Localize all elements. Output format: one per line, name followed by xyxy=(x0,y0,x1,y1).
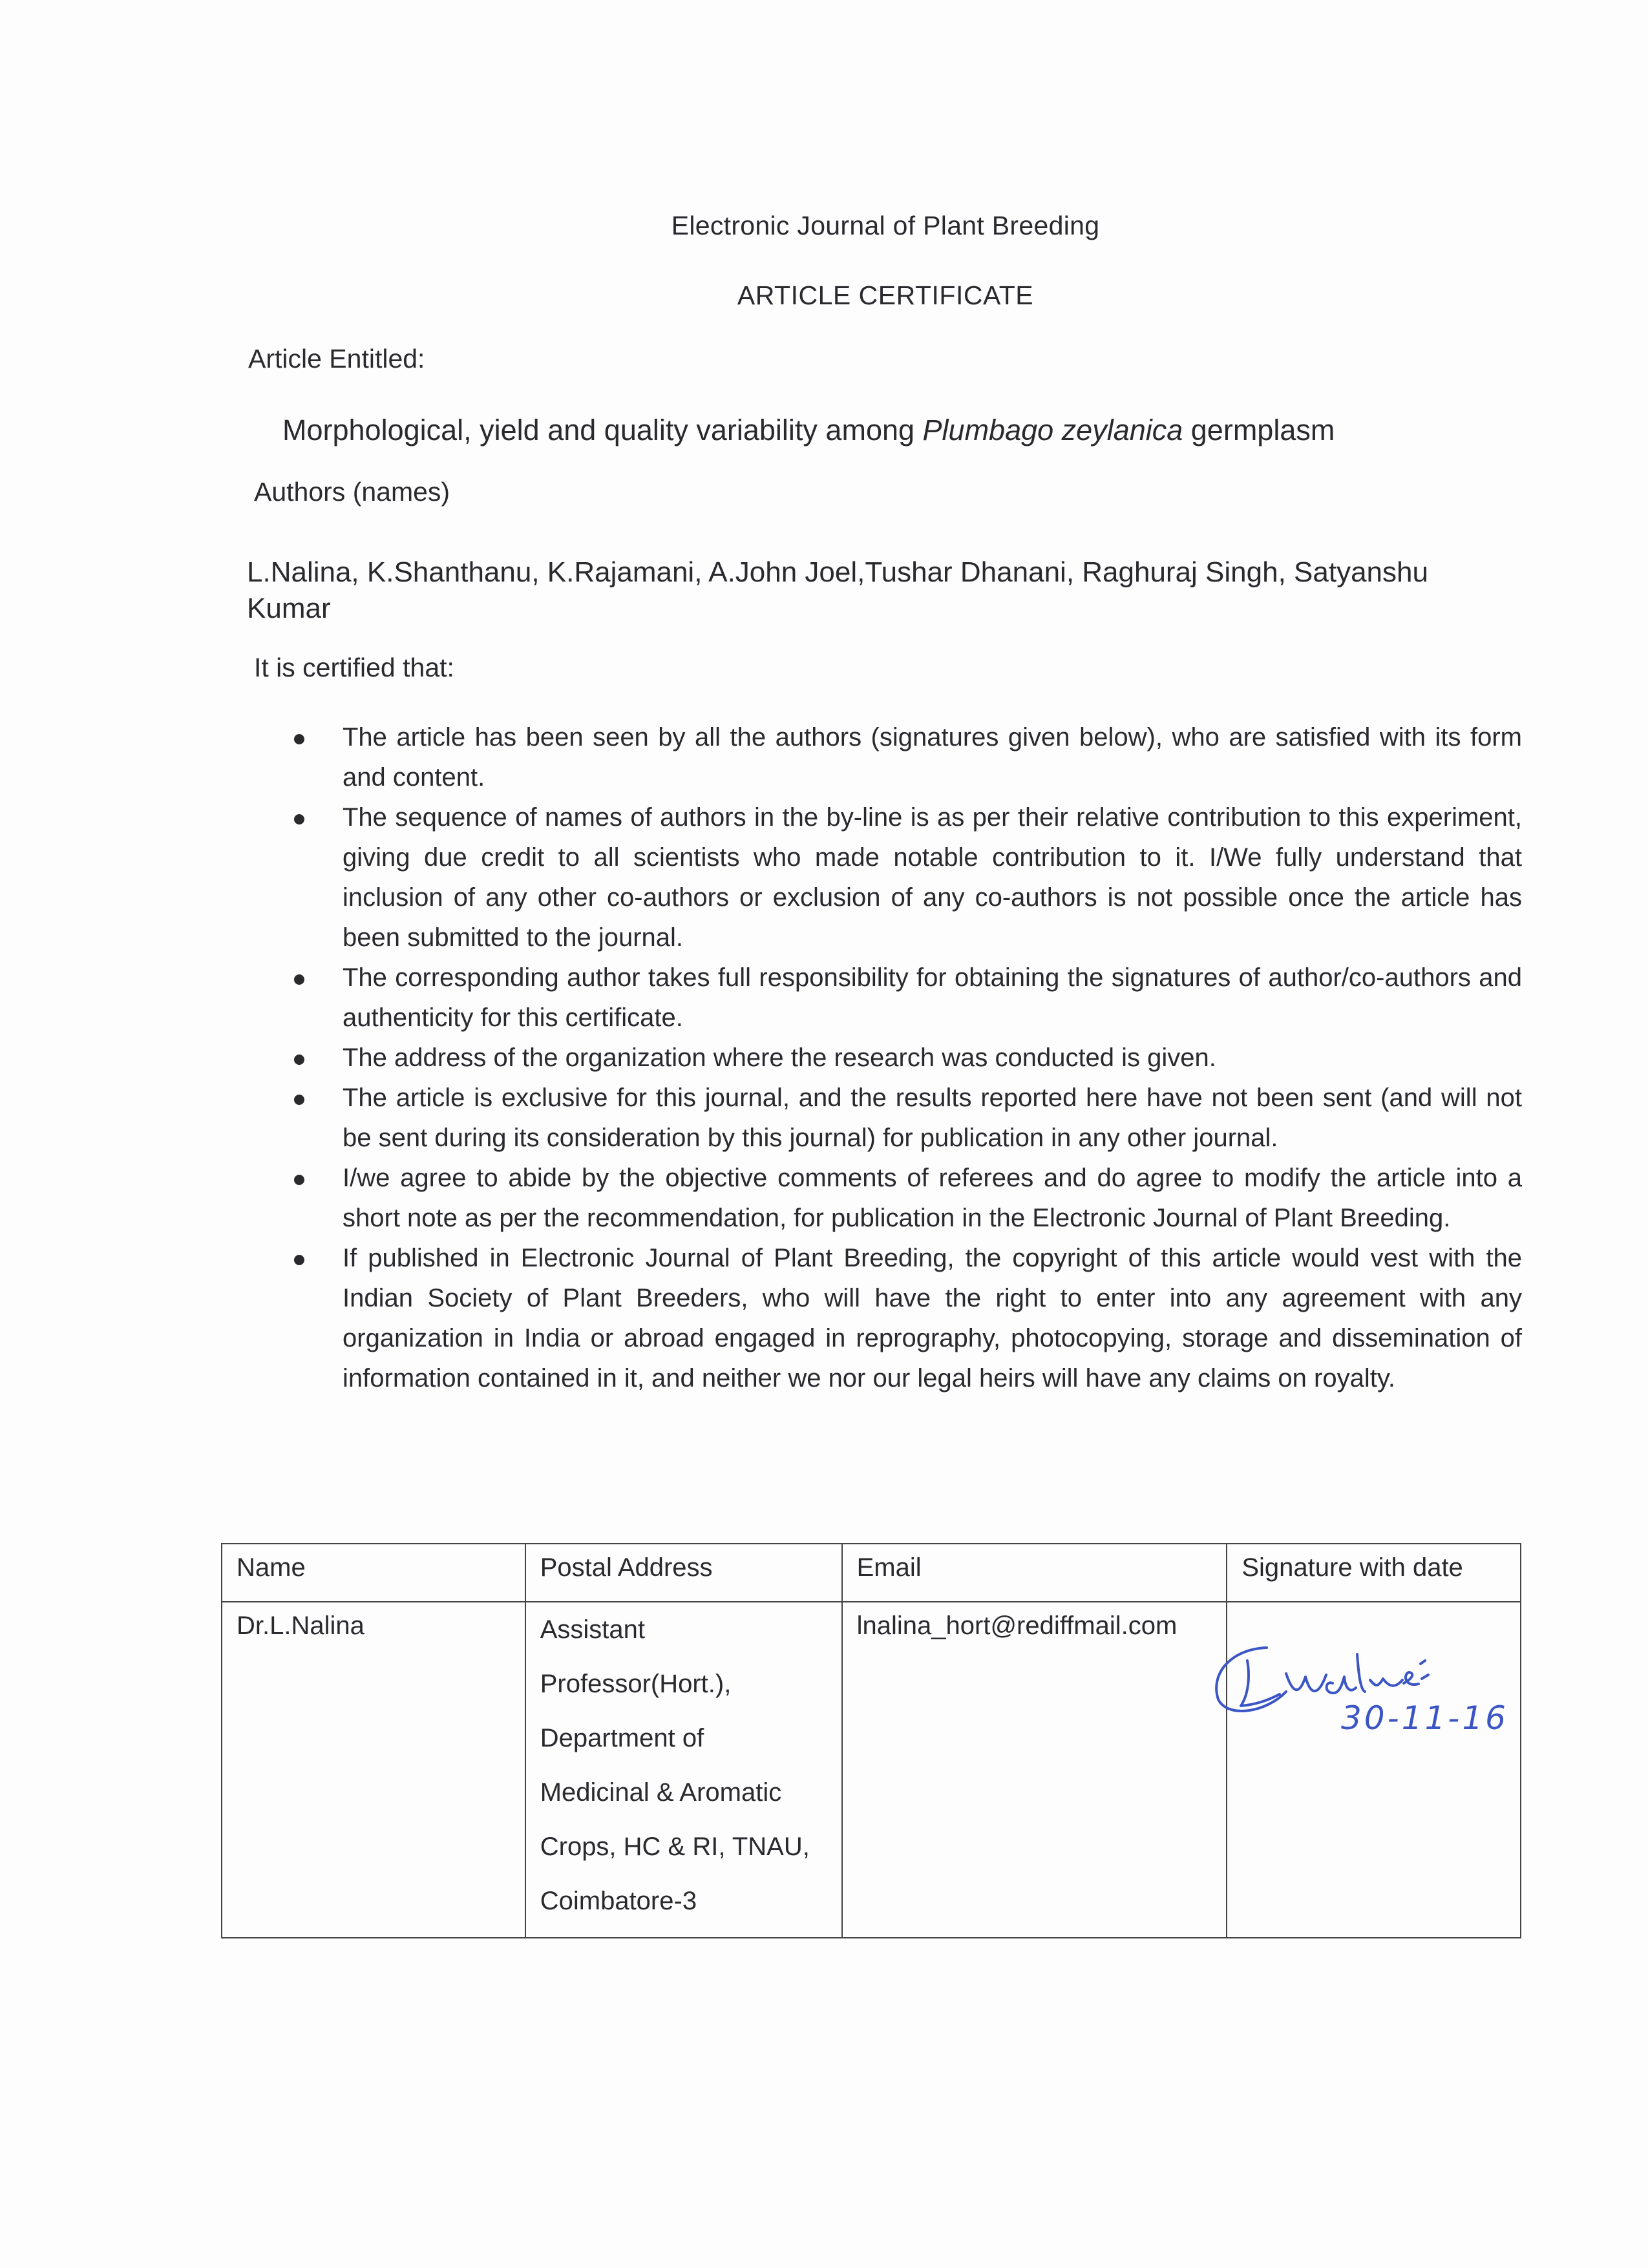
address-line: Coimbatore-3 xyxy=(540,1887,697,1915)
authors-names: L.Nalina, K.Shanthanu, K.Rajamani, A.John Joel,Tushar Dhanani, Raghuraj Singh, Satyanshu Kumar xyxy=(247,556,1428,624)
certification-item-text: The article is exclusive for this journal, and the results reported here have not been sent (and will not be sent during its consideration by this journal) for publication in any other journal. xyxy=(343,1084,1522,1152)
address-line: Department of xyxy=(540,1724,704,1752)
certification-item-text: The address of the organization where the research was conducted is given. xyxy=(343,1044,1216,1072)
certification-item-text: The sequence of names of authors in the by-line is as per their relative contribution to this experiment, giving due credit to all scientists who made notable contribution to it. I/We fully understand that inclusion of any other co-authors or exclusion of any co-authors is not possible once the article has been submitted to the journal. xyxy=(343,803,1522,952)
authors-label: Authors (names) xyxy=(254,477,450,507)
certificate-title: ARTICLE CERTIFICATE xyxy=(737,280,1034,310)
article-entitled-label: Article Entitled: xyxy=(248,344,425,373)
article-title-part2: germplasm xyxy=(1183,414,1335,446)
header-name: Name xyxy=(222,1544,525,1602)
header-postal-address: Postal Address xyxy=(525,1544,842,1602)
certification-item-text: The article has been seen by all the authors (signatures given below), who are satisfied with its form and content. xyxy=(343,723,1522,792)
address-line: Crops, HC & RI, TNAU, xyxy=(540,1832,810,1861)
article-title-species: Plumbago zeylanica xyxy=(922,414,1183,446)
header-email: Email xyxy=(842,1544,1227,1602)
certified-label: It is certified that: xyxy=(254,653,454,682)
author-name-cell: Dr.L.Nalina xyxy=(222,1602,525,1938)
article-title-part1: Morphological, yield and quality variability among xyxy=(282,414,923,446)
signature-date: 30-11-16 xyxy=(1341,1699,1508,1737)
address-line: Medicinal & Aromatic xyxy=(540,1778,782,1807)
header-signature-with-date: Signature with date xyxy=(1227,1544,1521,1602)
author-email-cell: lnalina_hort@rediffmail.com xyxy=(842,1602,1227,1938)
journal-title: Electronic Journal of Plant Breeding xyxy=(671,211,1100,240)
address-line: Professor(Hort.), xyxy=(540,1670,732,1698)
address-line: Assistant xyxy=(540,1615,646,1644)
certification-item-text: If published in Electronic Journal of Plant Breeding, the copyright of this article would vest with the Indian Society of Plant Breeders, who will have the right to enter into any agreement with any organization in India or abroad engaged in reprography, photocopying, storage and dissemination of information contained in it, and neither we nor our legal heirs will have any claims on royalty. xyxy=(343,1244,1522,1392)
certification-item-text: The corresponding author takes full responsibility for obtaining the signatures of author/co-authors and authenticity for this certificate. xyxy=(343,963,1522,1032)
certification-item-text: I/we agree to abide by the objective comments of referees and do agree to modify the article into a short note as per the recommendation, for publication in the Electronic Journal of Plant Breeding. xyxy=(343,1164,1522,1232)
